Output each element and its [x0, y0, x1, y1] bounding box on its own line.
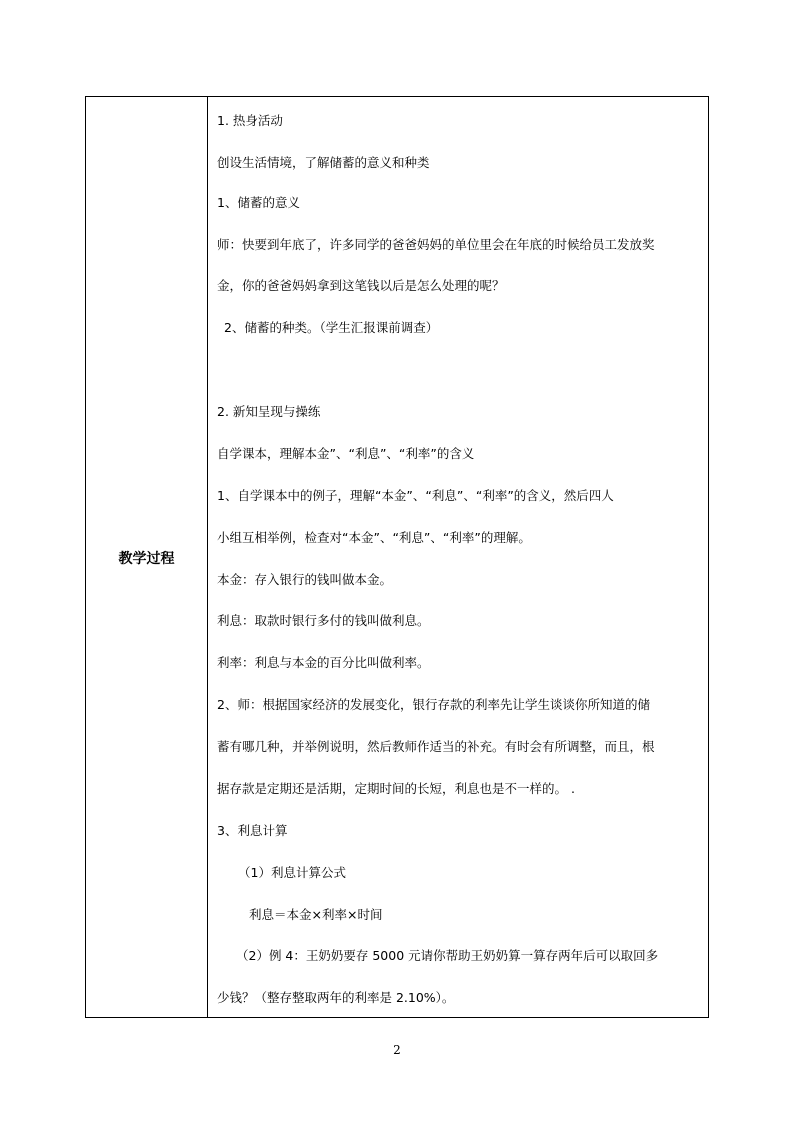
- content-line: 1. 热身活动: [217, 113, 283, 128]
- content-line: （1）利息计算公式: [238, 865, 346, 880]
- content-line: （2）例 4：王奶奶要存 5000 元请你帮助王奶奶算一算存两年后可以取回多: [236, 948, 659, 963]
- content-line: 2. 新知呈现与操练: [217, 404, 321, 419]
- page-number: 2: [393, 1043, 401, 1057]
- content-line: 本金：存入银行的钱叫做本金。: [217, 572, 393, 587]
- column-divider: [207, 97, 208, 1017]
- content-line: 金，你的爸爸妈妈拿到这笔钱以后是怎么处理的呢？: [217, 278, 505, 293]
- content-line: 1、自学课本中的例子，理解“本金”、“利息”、“利率”的含义，然后四人: [217, 488, 614, 503]
- content-line: 利率：利息与本金的百分比叫做利率。: [217, 655, 430, 670]
- content-line: 利息：取款时银行多付的钱叫做利息。: [217, 613, 430, 628]
- content-line: 创设生活情境，了解储蓄的意义和种类: [217, 155, 430, 170]
- content-line: 利息＝本金×利率×时间: [249, 907, 383, 922]
- lesson-table: [85, 96, 709, 1018]
- row-label: 教学过程: [118, 551, 175, 567]
- content-line: 师：快要到年底了，许多同学的爸爸妈妈的单位里会在年底的时候给员工发放奖: [217, 237, 655, 252]
- content-line: 2、师：根据国家经济的发展变化，银行存款的利率先让学生谈谈你所知道的储: [217, 697, 650, 712]
- content-line: 据存款是定期还是活期，定期时间的长短，利息也是不一样的。 .: [217, 781, 575, 796]
- content-line: 少钱？（整存整取两年的利率是 2.10%）。: [217, 990, 455, 1005]
- content-line: 2、储蓄的种类。（学生汇报课前调查）: [224, 320, 439, 335]
- content-line: 3、利息计算: [217, 823, 288, 838]
- content-line: 蓄有哪几种，并举例说明，然后教师作适当的补充。有时会有所调整，而且，根: [217, 739, 655, 754]
- content-line: 小组互相举例，检查对“本金”、“利息”、“利率”的理解。: [217, 530, 531, 545]
- content-line: 自学课本，理解本金”、“利息”、“利率”的含义: [217, 446, 475, 461]
- content-line: 1、储蓄的意义: [217, 195, 300, 210]
